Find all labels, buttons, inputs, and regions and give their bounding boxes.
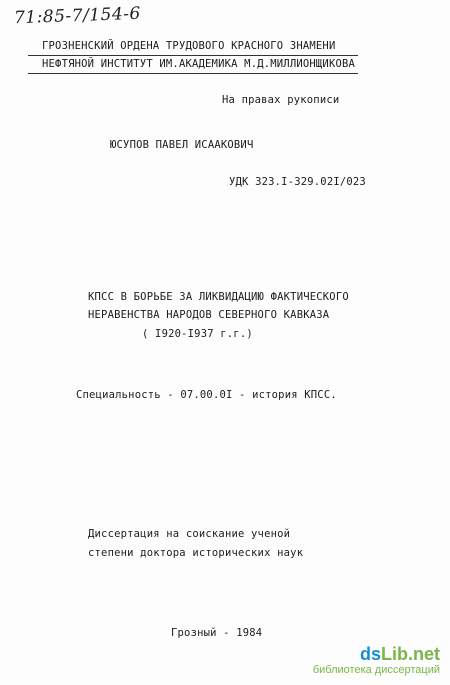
speciality-line: Специальность - 07.00.0I - история КПСС. <box>76 389 337 401</box>
handwritten-catalog-number: 71:85-7/154-6 <box>13 3 142 29</box>
author-name: ЮСУПОВ ПАВЕЛ ИСААКОВИЧ <box>110 139 254 151</box>
institution-line-1: ГРОЗНЕНСКИЙ ОРДЕНА ТРУДОВОГО КРАСНОГО ЗНАМЕНИ <box>42 40 336 52</box>
dslib-logo: dsLib.net <box>359 644 440 664</box>
institution-line-2: НЕФТЯНОЙ ИНСТИТУТ ИМ.АКАДЕМИКА М.Д.МИЛЛИОНЩИКОВА <box>42 58 356 70</box>
title-years: ( I920-I937 г.г.) <box>142 328 253 340</box>
title-line-1: КПСС В БОРЬБЕ ЗА ЛИКВИДАЦИЮ ФАКТИЧЕСКОГО <box>88 291 349 303</box>
city-and-year: Грозный - 1984 <box>171 627 263 639</box>
title-line-2: НЕРАВЕНСТВА НАРОДОВ СЕВЕРНОГО КАВКАЗА <box>88 309 330 321</box>
header-divider-top <box>28 55 358 56</box>
dslib-subtitle: библиотека диссертаций <box>312 664 440 676</box>
manuscript-rights-note: На правах рукописи <box>222 94 340 106</box>
header-divider-bottom <box>28 73 358 74</box>
dissertation-line-2: степени доктора исторических наук <box>88 547 304 559</box>
dissertation-line-1: Диссертация на соискание ученой <box>88 528 291 540</box>
udk-code: УДК 323.I-329.02I/023 <box>229 176 366 188</box>
dslib-watermark <box>313 644 440 677</box>
